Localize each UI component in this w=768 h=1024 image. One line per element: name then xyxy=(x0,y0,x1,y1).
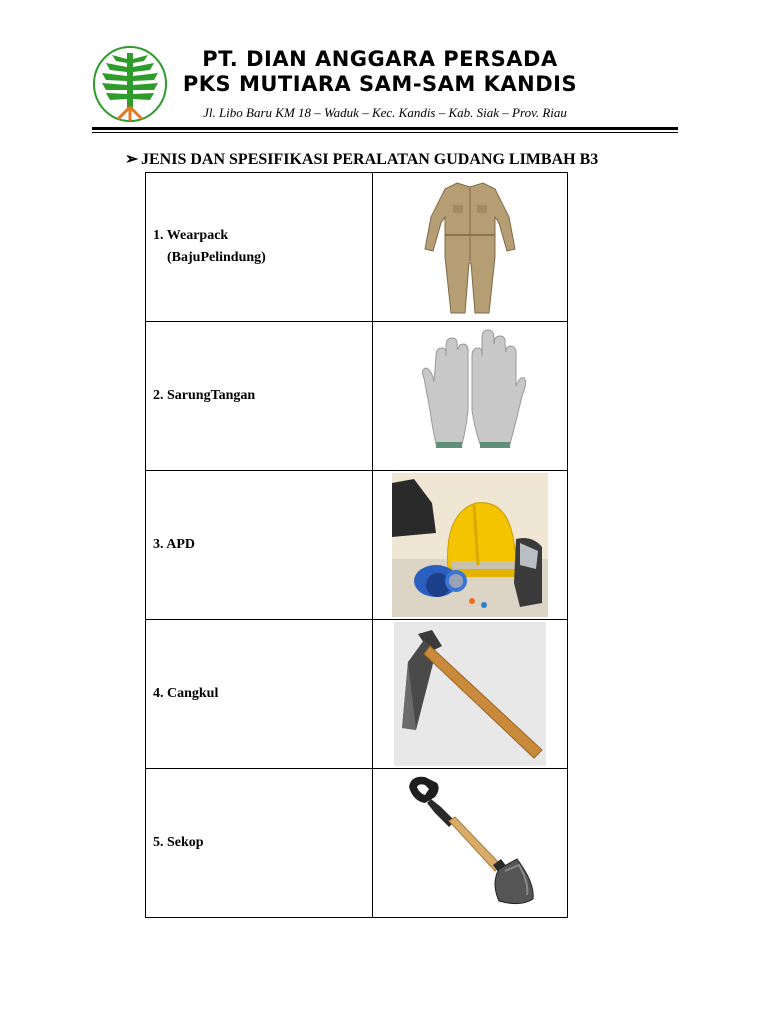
item-image-cell xyxy=(372,173,567,322)
table-row xyxy=(146,322,568,471)
item-image-cell xyxy=(372,769,567,918)
item-image-cell xyxy=(372,322,567,471)
item-label: 1. Wearpack xyxy=(153,228,229,243)
item-image-cell xyxy=(372,620,567,769)
ppe-set-icon xyxy=(392,473,548,617)
section-title xyxy=(125,149,598,169)
hoe-icon xyxy=(394,622,546,766)
table-row xyxy=(146,471,568,620)
table-row xyxy=(146,769,568,918)
mill-name: PKS MUTIARA SAM-SAM KANDIS xyxy=(182,72,578,96)
item-label: 4. Cangkul xyxy=(153,686,219,701)
section-title-text: JENIS DAN SPESIFIKASI PERALATAN GUDANG LIMBAH B3 xyxy=(141,151,599,168)
item-name-cell xyxy=(146,769,373,918)
item-label: 2. SarungTangan xyxy=(153,388,256,403)
company-name: PT. DIAN ANGGARA PERSADA xyxy=(202,47,558,71)
company-address: Jl. Libo Baru KM 18 – Waduk – Kec. Kandis – Kab. Siak – Prov. Riau xyxy=(203,105,567,120)
item-image-cell xyxy=(372,471,567,620)
item-name-cell xyxy=(146,322,373,471)
item-name-cell xyxy=(146,471,373,620)
item-name-cell xyxy=(146,173,373,322)
shovel-icon xyxy=(395,773,545,913)
table-row xyxy=(146,173,568,322)
item-sublabel: (BajuPelindung) xyxy=(167,250,266,265)
item-name-cell xyxy=(146,620,373,769)
header-divider-thin xyxy=(92,132,678,133)
table-row xyxy=(146,620,568,769)
company-logo xyxy=(92,45,168,127)
item-label: 5. Sekop xyxy=(153,835,204,850)
item-label: 3. APD xyxy=(153,537,195,552)
equipment-table xyxy=(145,172,568,918)
arrow-bullet-icon: ➢ xyxy=(125,151,139,168)
coverall-wearpack-icon xyxy=(415,177,525,317)
header-divider-thick xyxy=(92,127,678,130)
knit-gloves-icon xyxy=(410,326,530,466)
